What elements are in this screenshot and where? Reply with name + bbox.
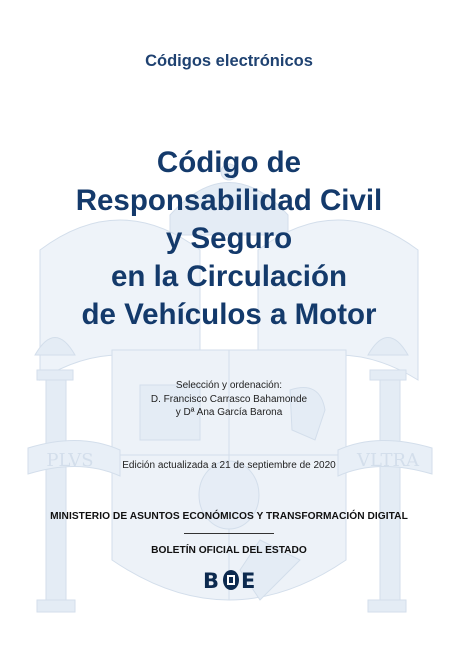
- title-line: en la Circulación: [110, 260, 348, 293]
- author-name: D. Francisco Carrasco Bahamonde: [150, 393, 308, 405]
- title-line: Responsabilidad Civil: [75, 184, 383, 217]
- authors-heading: Selección y ordenación:: [175, 380, 283, 391]
- logo-b: B: [203, 569, 220, 591]
- logo-e: E: [241, 569, 256, 591]
- title-line: y Seguro: [165, 222, 293, 255]
- ministry-name: MINISTERIO DE ASUNTOS ECONÓMICOS Y TRANSFORMACIÓN DIGITAL: [50, 511, 408, 522]
- ribbon-left-text: PLVS: [46, 450, 94, 471]
- divider: [184, 533, 274, 534]
- boe-logo: [202, 569, 260, 591]
- publisher-name: BOLETÍN OFICIAL DEL ESTADO: [151, 545, 307, 556]
- document-title: [0, 144, 458, 334]
- title-line: de Vehículos a Motor: [81, 298, 377, 331]
- series-label: Códigos electrónicos: [145, 52, 313, 70]
- title-line: Código de: [156, 146, 302, 179]
- ribbon-right-text: VLTRA: [356, 450, 420, 471]
- edition-date: Edición actualizada a 21 de septiembre de 2020: [122, 460, 336, 471]
- author-name: y Dª Ana García Barona: [175, 407, 283, 418]
- authors-block: [0, 379, 458, 420]
